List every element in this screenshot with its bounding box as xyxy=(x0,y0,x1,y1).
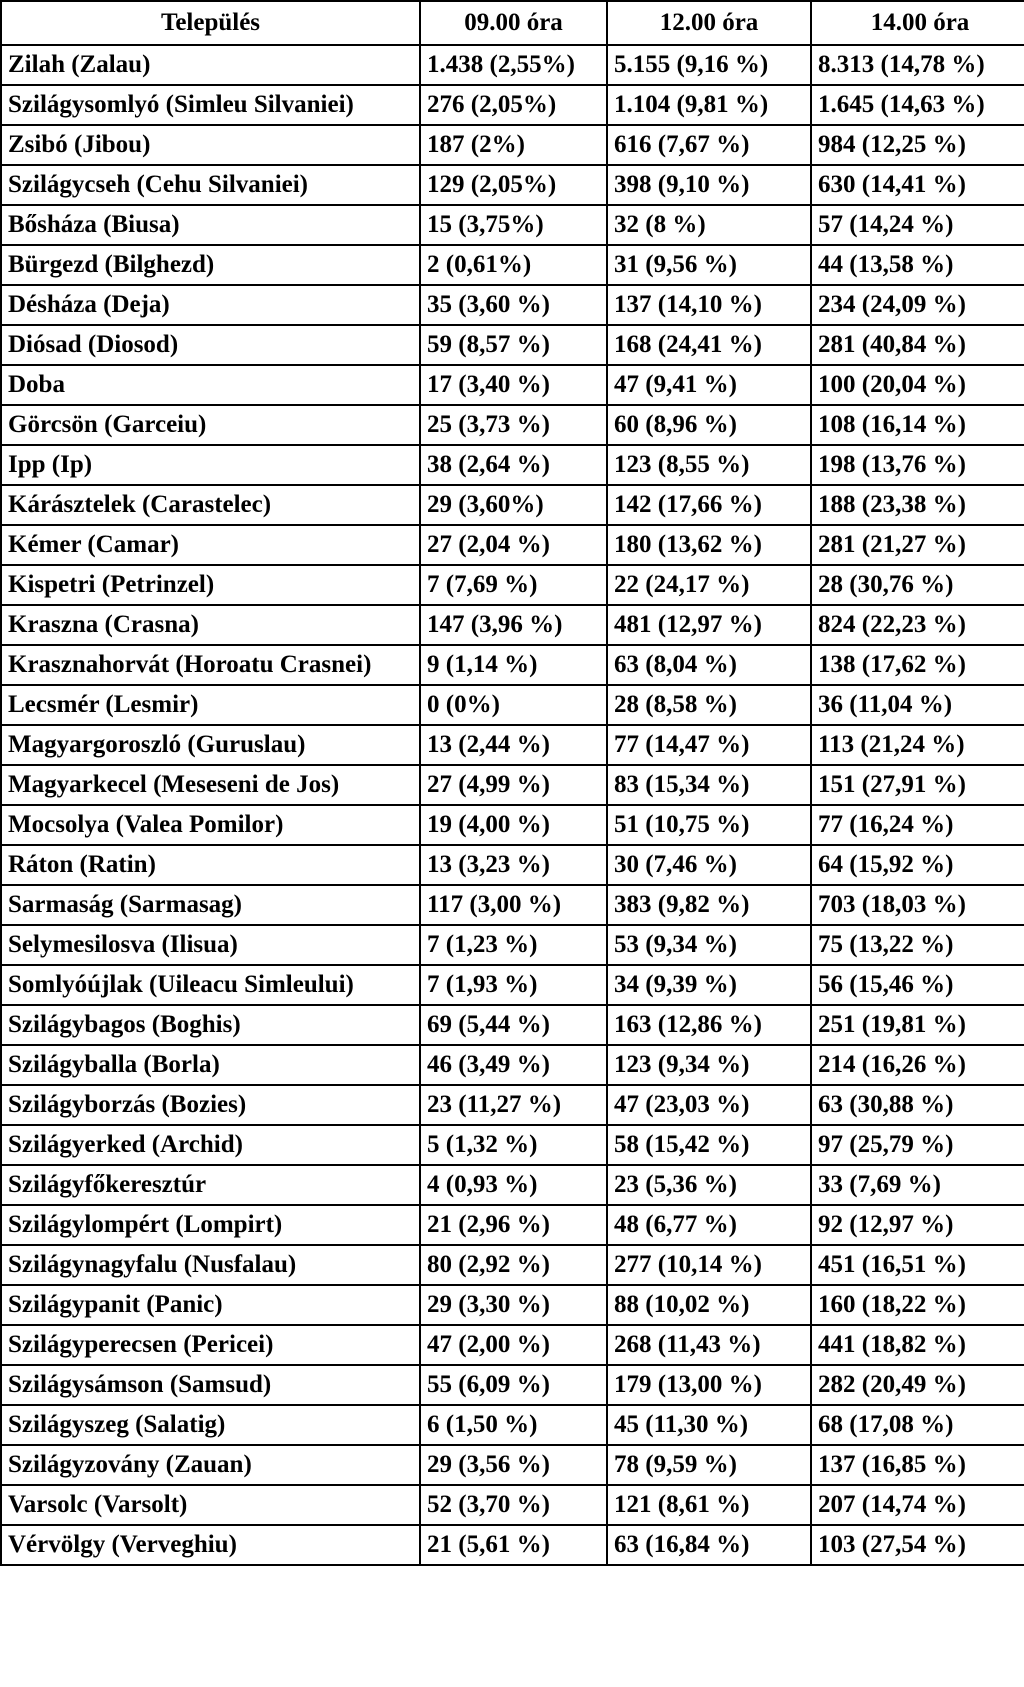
turnout-0900-cell: 7 (1,23 %) xyxy=(420,925,607,965)
turnout-1400-cell: 214 (16,26 %) xyxy=(811,1045,1024,1085)
turnout-1200-cell: 137 (14,10 %) xyxy=(607,285,811,325)
table-row xyxy=(1,645,1024,685)
turnout-1200-cell: 22 (24,17 %) xyxy=(607,565,811,605)
table-row xyxy=(1,925,1024,965)
turnout-1400-cell: 68 (17,08 %) xyxy=(811,1405,1024,1445)
table-row xyxy=(1,685,1024,725)
header-0900: 09.00 óra xyxy=(420,1,607,45)
turnout-0900-cell: 29 (3,60%) xyxy=(420,485,607,525)
header-1200: 12.00 óra xyxy=(607,1,811,45)
turnout-0900-cell: 25 (3,73 %) xyxy=(420,405,607,445)
turnout-1200-cell: 31 (9,56 %) xyxy=(607,245,811,285)
table-row xyxy=(1,725,1024,765)
table-row xyxy=(1,885,1024,925)
settlement-cell: Szilágyzovány (Zauan) xyxy=(1,1445,420,1485)
turnout-0900-cell: 19 (4,00 %) xyxy=(420,805,607,845)
turnout-1400-cell: 281 (21,27 %) xyxy=(811,525,1024,565)
turnout-1400-cell: 188 (23,38 %) xyxy=(811,485,1024,525)
table-row xyxy=(1,125,1024,165)
turnout-0900-cell: 46 (3,49 %) xyxy=(420,1045,607,1085)
turnout-1400-cell: 92 (12,97 %) xyxy=(811,1205,1024,1245)
turnout-0900-cell: 187 (2%) xyxy=(420,125,607,165)
header-row xyxy=(1,1,1024,45)
table-row xyxy=(1,325,1024,365)
table-row xyxy=(1,1525,1024,1565)
turnout-0900-cell: 7 (7,69 %) xyxy=(420,565,607,605)
turnout-1400-cell: 63 (30,88 %) xyxy=(811,1085,1024,1125)
turnout-1200-cell: 58 (15,42 %) xyxy=(607,1125,811,1165)
turnout-0900-cell: 4 (0,93 %) xyxy=(420,1165,607,1205)
turnout-0900-cell: 35 (3,60 %) xyxy=(420,285,607,325)
turnout-1200-cell: 481 (12,97 %) xyxy=(607,605,811,645)
table-row xyxy=(1,845,1024,885)
turnout-1400-cell: 64 (15,92 %) xyxy=(811,845,1024,885)
table-row xyxy=(1,45,1024,85)
table-row xyxy=(1,1165,1024,1205)
turnout-1400-cell: 103 (27,54 %) xyxy=(811,1525,1024,1565)
turnout-0900-cell: 17 (3,40 %) xyxy=(420,365,607,405)
settlement-cell: Kémer (Camar) xyxy=(1,525,420,565)
settlement-cell: Szilágyborzás (Bozies) xyxy=(1,1085,420,1125)
turnout-0900-cell: 52 (3,70 %) xyxy=(420,1485,607,1525)
turnout-0900-cell: 80 (2,92 %) xyxy=(420,1245,607,1285)
turnout-1400-cell: 151 (27,91 %) xyxy=(811,765,1024,805)
turnout-0900-cell: 9 (1,14 %) xyxy=(420,645,607,685)
settlement-cell: Szilágycseh (Cehu Silvaniei) xyxy=(1,165,420,205)
turnout-1200-cell: 163 (12,86 %) xyxy=(607,1005,811,1045)
table-row xyxy=(1,1365,1024,1405)
turnout-1400-cell: 100 (20,04 %) xyxy=(811,365,1024,405)
table-row xyxy=(1,1245,1024,1285)
settlement-cell: Selymesilosva (Ilisua) xyxy=(1,925,420,965)
turnout-1200-cell: 60 (8,96 %) xyxy=(607,405,811,445)
settlement-cell: Ipp (Ip) xyxy=(1,445,420,485)
turnout-1200-cell: 28 (8,58 %) xyxy=(607,685,811,725)
settlement-cell: Varsolc (Varsolt) xyxy=(1,1485,420,1525)
settlement-cell: Somlyóújlak (Uileacu Simleului) xyxy=(1,965,420,1005)
turnout-0900-cell: 21 (2,96 %) xyxy=(420,1205,607,1245)
turnout-1400-cell: 451 (16,51 %) xyxy=(811,1245,1024,1285)
turnout-1400-cell: 97 (25,79 %) xyxy=(811,1125,1024,1165)
table-row xyxy=(1,485,1024,525)
turnout-1400-cell: 824 (22,23 %) xyxy=(811,605,1024,645)
turnout-1200-cell: 616 (7,67 %) xyxy=(607,125,811,165)
turnout-1200-cell: 47 (23,03 %) xyxy=(607,1085,811,1125)
turnout-1400-cell: 703 (18,03 %) xyxy=(811,885,1024,925)
turnout-1200-cell: 277 (10,14 %) xyxy=(607,1245,811,1285)
settlement-cell: Lecsmér (Lesmir) xyxy=(1,685,420,725)
table-row xyxy=(1,525,1024,565)
turnout-1400-cell: 138 (17,62 %) xyxy=(811,645,1024,685)
turnout-1400-cell: 56 (15,46 %) xyxy=(811,965,1024,1005)
table-row xyxy=(1,205,1024,245)
turnout-1400-cell: 8.313 (14,78 %) xyxy=(811,45,1024,85)
table-row xyxy=(1,445,1024,485)
table-row xyxy=(1,1445,1024,1485)
table-header xyxy=(1,1,1024,45)
turnout-1200-cell: 48 (6,77 %) xyxy=(607,1205,811,1245)
turnout-0900-cell: 1.438 (2,55%) xyxy=(420,45,607,85)
table-row xyxy=(1,165,1024,205)
turnout-0900-cell: 0 (0%) xyxy=(420,685,607,725)
table-row xyxy=(1,1285,1024,1325)
settlement-cell: Désháza (Deja) xyxy=(1,285,420,325)
turnout-1200-cell: 383 (9,82 %) xyxy=(607,885,811,925)
turnout-1200-cell: 23 (5,36 %) xyxy=(607,1165,811,1205)
turnout-1200-cell: 142 (17,66 %) xyxy=(607,485,811,525)
turnout-1200-cell: 77 (14,47 %) xyxy=(607,725,811,765)
turnout-0900-cell: 276 (2,05%) xyxy=(420,85,607,125)
turnout-0900-cell: 2 (0,61%) xyxy=(420,245,607,285)
turnout-0900-cell: 27 (2,04 %) xyxy=(420,525,607,565)
settlement-cell: Mocsolya (Valea Pomilor) xyxy=(1,805,420,845)
turnout-1200-cell: 123 (8,55 %) xyxy=(607,445,811,485)
header-settlement: Település xyxy=(1,1,420,45)
table-row xyxy=(1,1045,1024,1085)
turnout-1400-cell: 207 (14,74 %) xyxy=(811,1485,1024,1525)
turnout-1400-cell: 44 (13,58 %) xyxy=(811,245,1024,285)
turnout-1400-cell: 108 (16,14 %) xyxy=(811,405,1024,445)
turnout-1400-cell: 75 (13,22 %) xyxy=(811,925,1024,965)
table-row xyxy=(1,565,1024,605)
settlement-cell: Szilágynagyfalu (Nusfalau) xyxy=(1,1245,420,1285)
turnout-1200-cell: 123 (9,34 %) xyxy=(607,1045,811,1085)
turnout-1400-cell: 441 (18,82 %) xyxy=(811,1325,1024,1365)
turnout-1400-cell: 251 (19,81 %) xyxy=(811,1005,1024,1045)
settlement-cell: Diósad (Diosod) xyxy=(1,325,420,365)
turnout-0900-cell: 69 (5,44 %) xyxy=(420,1005,607,1045)
table-row xyxy=(1,285,1024,325)
turnout-0900-cell: 13 (3,23 %) xyxy=(420,845,607,885)
table-row xyxy=(1,805,1024,845)
settlement-cell: Sarmaság (Sarmasag) xyxy=(1,885,420,925)
turnout-1200-cell: 34 (9,39 %) xyxy=(607,965,811,1005)
turnout-0900-cell: 27 (4,99 %) xyxy=(420,765,607,805)
turnout-1400-cell: 28 (30,76 %) xyxy=(811,565,1024,605)
turnout-0900-cell: 55 (6,09 %) xyxy=(420,1365,607,1405)
settlement-cell: Zsibó (Jibou) xyxy=(1,125,420,165)
turnout-1400-cell: 36 (11,04 %) xyxy=(811,685,1024,725)
table-row xyxy=(1,245,1024,285)
turnout-1400-cell: 137 (16,85 %) xyxy=(811,1445,1024,1485)
turnout-1400-cell: 984 (12,25 %) xyxy=(811,125,1024,165)
turnout-0900-cell: 47 (2,00 %) xyxy=(420,1325,607,1365)
turnout-0900-cell: 117 (3,00 %) xyxy=(420,885,607,925)
turnout-0900-cell: 5 (1,32 %) xyxy=(420,1125,607,1165)
turnout-1400-cell: 234 (24,09 %) xyxy=(811,285,1024,325)
table-row xyxy=(1,1405,1024,1445)
settlement-cell: Görcsön (Garceiu) xyxy=(1,405,420,445)
turnout-1200-cell: 63 (8,04 %) xyxy=(607,645,811,685)
table-row xyxy=(1,1325,1024,1365)
turnout-1400-cell: 113 (21,24 %) xyxy=(811,725,1024,765)
settlement-cell: Szilágylompért (Lompirt) xyxy=(1,1205,420,1245)
table-row xyxy=(1,765,1024,805)
turnout-1400-cell: 57 (14,24 %) xyxy=(811,205,1024,245)
turnout-1200-cell: 398 (9,10 %) xyxy=(607,165,811,205)
settlement-cell: Szilágyperecsen (Pericei) xyxy=(1,1325,420,1365)
table-row xyxy=(1,1205,1024,1245)
turnout-1200-cell: 78 (9,59 %) xyxy=(607,1445,811,1485)
table-row xyxy=(1,1485,1024,1525)
turnout-1400-cell: 160 (18,22 %) xyxy=(811,1285,1024,1325)
table-row xyxy=(1,1125,1024,1165)
turnout-0900-cell: 6 (1,50 %) xyxy=(420,1405,607,1445)
table-row xyxy=(1,605,1024,645)
settlement-cell: Kárásztelek (Carastelec) xyxy=(1,485,420,525)
settlement-cell: Szilágysomlyó (Simleu Silvaniei) xyxy=(1,85,420,125)
settlement-cell: Ráton (Ratin) xyxy=(1,845,420,885)
settlement-cell: Magyargoroszló (Guruslau) xyxy=(1,725,420,765)
turnout-1200-cell: 53 (9,34 %) xyxy=(607,925,811,965)
turnout-1400-cell: 281 (40,84 %) xyxy=(811,325,1024,365)
turnout-1200-cell: 32 (8 %) xyxy=(607,205,811,245)
turnout-1200-cell: 1.104 (9,81 %) xyxy=(607,85,811,125)
settlement-cell: Szilágyfőkeresztúr xyxy=(1,1165,420,1205)
settlement-cell: Kispetri (Petrinzel) xyxy=(1,565,420,605)
settlement-cell: Doba xyxy=(1,365,420,405)
turnout-0900-cell: 147 (3,96 %) xyxy=(420,605,607,645)
turnout-1200-cell: 5.155 (9,16 %) xyxy=(607,45,811,85)
settlement-cell: Szilágypanit (Panic) xyxy=(1,1285,420,1325)
settlement-cell: Szilágyszeg (Salatig) xyxy=(1,1405,420,1445)
turnout-1400-cell: 33 (7,69 %) xyxy=(811,1165,1024,1205)
turnout-0900-cell: 15 (3,75%) xyxy=(420,205,607,245)
settlement-cell: Krasznahorvát (Horoatu Crasnei) xyxy=(1,645,420,685)
settlement-cell: Szilágybagos (Boghis) xyxy=(1,1005,420,1045)
turnout-1200-cell: 47 (9,41 %) xyxy=(607,365,811,405)
turnout-0900-cell: 7 (1,93 %) xyxy=(420,965,607,1005)
turnout-0900-cell: 13 (2,44 %) xyxy=(420,725,607,765)
settlement-cell: Zilah (Zalau) xyxy=(1,45,420,85)
turnout-0900-cell: 38 (2,64 %) xyxy=(420,445,607,485)
turnout-0900-cell: 21 (5,61 %) xyxy=(420,1525,607,1565)
turnout-1200-cell: 45 (11,30 %) xyxy=(607,1405,811,1445)
table-row xyxy=(1,85,1024,125)
turnout-0900-cell: 29 (3,30 %) xyxy=(420,1285,607,1325)
turnout-1400-cell: 630 (14,41 %) xyxy=(811,165,1024,205)
turnout-1200-cell: 179 (13,00 %) xyxy=(607,1365,811,1405)
settlement-cell: Kraszna (Crasna) xyxy=(1,605,420,645)
turnout-0900-cell: 29 (3,56 %) xyxy=(420,1445,607,1485)
table-row xyxy=(1,1085,1024,1125)
turnout-0900-cell: 59 (8,57 %) xyxy=(420,325,607,365)
settlement-cell: Magyarkecel (Meseseni de Jos) xyxy=(1,765,420,805)
turnout-1200-cell: 30 (7,46 %) xyxy=(607,845,811,885)
settlement-cell: Bürgezd (Bilghezd) xyxy=(1,245,420,285)
header-1400: 14.00 óra xyxy=(811,1,1024,45)
turnout-1200-cell: 121 (8,61 %) xyxy=(607,1485,811,1525)
turnout-1400-cell: 198 (13,76 %) xyxy=(811,445,1024,485)
table-row xyxy=(1,365,1024,405)
table-body xyxy=(1,45,1024,1565)
turnout-1200-cell: 63 (16,84 %) xyxy=(607,1525,811,1565)
turnout-0900-cell: 129 (2,05%) xyxy=(420,165,607,205)
turnout-1200-cell: 268 (11,43 %) xyxy=(607,1325,811,1365)
turnout-1200-cell: 51 (10,75 %) xyxy=(607,805,811,845)
settlement-cell: Szilágyballa (Borla) xyxy=(1,1045,420,1085)
turnout-1200-cell: 83 (15,34 %) xyxy=(607,765,811,805)
settlement-cell: Szilágysámson (Samsud) xyxy=(1,1365,420,1405)
table-row xyxy=(1,1005,1024,1045)
settlement-cell: Vérvölgy (Verveghiu) xyxy=(1,1525,420,1565)
turnout-1200-cell: 168 (24,41 %) xyxy=(607,325,811,365)
turnout-1400-cell: 77 (16,24 %) xyxy=(811,805,1024,845)
turnout-1400-cell: 1.645 (14,63 %) xyxy=(811,85,1024,125)
turnout-1200-cell: 88 (10,02 %) xyxy=(607,1285,811,1325)
settlement-cell: Bősháza (Biusa) xyxy=(1,205,420,245)
settlement-cell: Szilágyerked (Archid) xyxy=(1,1125,420,1165)
turnout-1200-cell: 180 (13,62 %) xyxy=(607,525,811,565)
turnout-0900-cell: 23 (11,27 %) xyxy=(420,1085,607,1125)
turnout-1400-cell: 282 (20,49 %) xyxy=(811,1365,1024,1405)
table-row xyxy=(1,405,1024,445)
table-row xyxy=(1,965,1024,1005)
